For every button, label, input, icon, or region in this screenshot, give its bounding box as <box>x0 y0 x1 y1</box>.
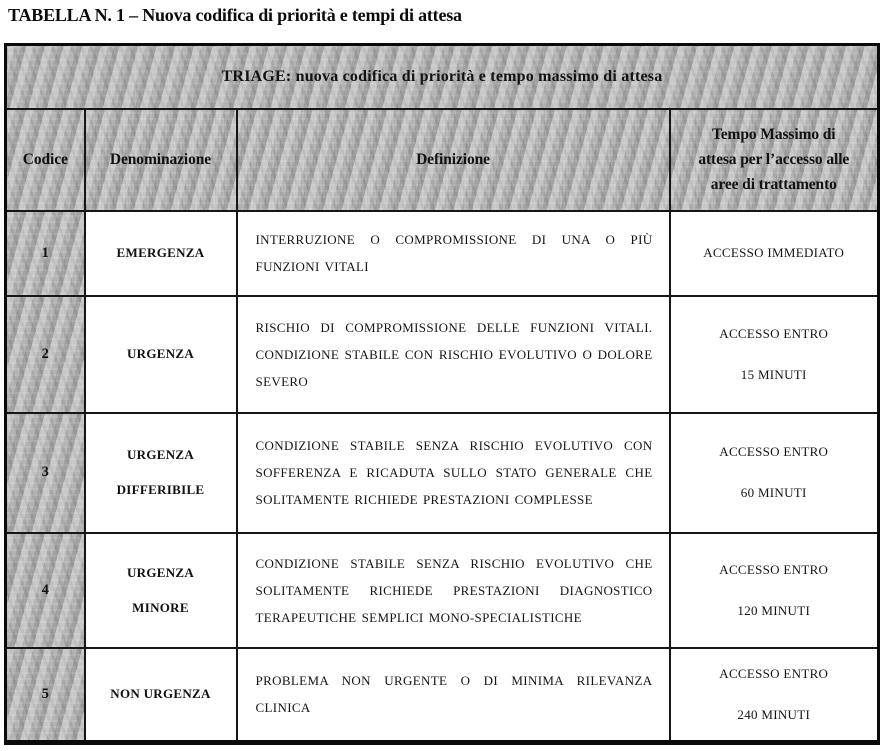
denominazione-cell <box>85 648 237 743</box>
banner-row <box>6 45 879 109</box>
definizione-cell <box>237 211 670 296</box>
tempo-line: ACCESSO ENTRO <box>719 325 829 341</box>
table-row <box>6 211 879 296</box>
denominazione-label: URGENZA <box>126 564 195 580</box>
codice-cell: 1 <box>6 211 85 296</box>
column-header-tempo-line: Tempo Massimo di <box>711 126 836 143</box>
denominazione-label: DIFFERIBILE <box>116 482 205 497</box>
codice-cell: 3 <box>6 413 85 533</box>
table-banner-title: TRIAGE: nuova codifica di priorità e tempo massimo di attesa <box>6 45 879 109</box>
definizione-text: CONDIZIONE STABILE SENZA RISCHIO EVOLUTIVO CHE SOLITAMENTE RICHIEDE PRESTAZIONI DIAGNOSTICO TERAPEUTICHE SEMPLICI MONO-SPECIALISTICHE <box>255 555 653 625</box>
definizione-text: INTERRUZIONE O COMPROMISSIONE DI UNA O PIÙ FUNZIONI VITALI <box>255 232 653 274</box>
definizione-text: RISCHIO DI COMPROMISSIONE DELLE FUNZIONI VITALI. CONDIZIONE STABILE CON RISCHIO EVOLUTIVO O DOLORE SEVERO <box>255 319 653 389</box>
table-row <box>6 413 879 533</box>
denominazione-cell <box>85 211 237 296</box>
table-row <box>6 648 879 743</box>
definizione-cell <box>237 648 670 743</box>
denominazione-cell <box>85 296 237 413</box>
definizione-text: CONDIZIONE STABILE SENZA RISCHIO EVOLUTIVO CON SOFFERENZA E RICADUTA SULLO STATO GENERALE CHE SOLITAMENTE RICHIEDE PRESTAZIONI COMPLESSE <box>255 438 653 507</box>
tempo-cell <box>670 413 879 533</box>
tempo-cell <box>670 296 879 413</box>
tempo-line: ACCESSO ENTRO <box>719 665 829 681</box>
column-header-row <box>6 109 879 211</box>
tempo-cell <box>670 648 879 743</box>
tempo-line: 240 MINUTI <box>737 706 811 722</box>
denominazione-cell <box>85 413 237 533</box>
definizione-cell <box>237 296 670 413</box>
column-header-tempo-line: attesa per l’accesso alle <box>698 151 850 168</box>
tempo-line: ACCESSO ENTRO <box>719 561 829 577</box>
definizione-cell <box>237 413 670 533</box>
denominazione-label: MINORE <box>132 599 189 615</box>
column-header-tempo-line: aree di trattamento <box>710 176 837 193</box>
definizione-cell <box>237 533 670 648</box>
codice-cell: 2 <box>6 296 85 413</box>
denominazione-label: URGENZA <box>126 447 195 462</box>
denominazione-label: NON URGENZA <box>110 686 211 702</box>
tempo-line: ACCESSO IMMEDIATO <box>703 245 845 260</box>
denominazione-label: EMERGENZA <box>116 245 205 260</box>
tempo-line: 120 MINUTI <box>737 602 811 618</box>
column-header-codice: Codice <box>6 109 85 211</box>
table-row <box>6 533 879 648</box>
tempo-cell <box>670 211 879 296</box>
tempo-cell <box>670 533 879 648</box>
tempo-line: 60 MINUTI <box>740 485 807 500</box>
document-title: TABELLA N. 1 – Nuova codifica di priorità e tempi di attesa <box>8 5 462 25</box>
column-header-tempo <box>670 109 879 211</box>
tempo-line: 15 MINUTI <box>740 366 807 382</box>
codice-cell: 5 <box>6 648 85 743</box>
tempo-line: ACCESSO ENTRO <box>719 444 829 459</box>
column-header-definizione: Definizione <box>237 109 670 211</box>
codice-cell: 4 <box>6 533 85 648</box>
definizione-text: PROBLEMA NON URGENTE O DI MINIMA RILEVANZA CLINICA <box>255 673 653 716</box>
triage-table <box>4 43 880 745</box>
table-row <box>6 296 879 413</box>
denominazione-label: URGENZA <box>126 346 195 361</box>
denominazione-cell <box>85 533 237 648</box>
column-header-denominazione: Denominazione <box>85 109 237 211</box>
